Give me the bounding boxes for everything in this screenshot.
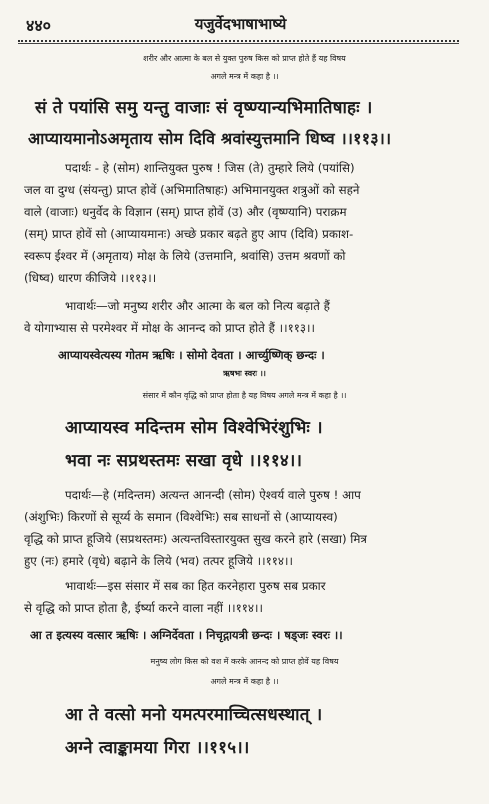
- padartha-line: पदार्थः—हे (मदिन्तम) अत्यन्त आनन्दी (सोम) ऐश्वर्य वाले पुरुष ! आप: [65, 488, 361, 502]
- running-title: यजुर्वेदभाषाभाष्ये: [194, 15, 287, 33]
- intro-line: अगले मन्त्र में कहा है ।।: [210, 677, 279, 686]
- padartha-line: हुए (नः) हमारे (वृधे) बढ़ाने के लिये (भव) तत्पर हूजिये ।।११४।।: [24, 554, 293, 568]
- page-header: [26, 14, 455, 36]
- mantra-metadata: आ त इत्यस्य वत्सार ऋषिः । अग्निर्देवता । निचृद्गायत्री छन्दः । षड्जः स्वरः ।।: [30, 628, 343, 642]
- mantra-metadata: आप्यायस्वेत्यस्य गोतम ऋषिः । सोमो देवता । आर्च्युष्णिक् छन्दः ।: [58, 348, 325, 362]
- page-number: ४४०: [26, 16, 51, 35]
- bhavartha-line: भावार्थः—इस संसार में सब का हित करनेहारा पुरुष सब प्रकार: [65, 579, 326, 593]
- padartha-line: (अंशुभिः) किरणों से सूर्य्य के समान (विश्वेभिः) सब साधनों से (आप्यायस्व): [24, 510, 338, 524]
- padartha-line: (धिष्व) धारण कीजिये ।।११३।।: [24, 271, 157, 285]
- mantra-line: अग्ने त्वाङ्कामया गिरा ।।११५।।: [65, 738, 250, 758]
- bhavartha-line: वे योगाभ्यास से परमेश्वर में मोक्ष के आनन्द को प्राप्त होते हैं ।।११३।।: [24, 321, 315, 335]
- bhavartha-line: भावार्थः—जो मनुष्य शरीर और आत्मा के बल को नित्य बढ़ाते हैं: [65, 299, 330, 313]
- intro-line: मनुष्य लोग किस को वश में करके आनन्द को प्राप्त होवें यह विषय: [150, 657, 339, 666]
- intro-line: संसार में कौन वृद्धि को प्राप्त होता है यह विषय अगले मन्त्र में कहा है ।।: [142, 391, 347, 400]
- mantra-line: आ ते वत्सो मनो यमत्परमाच्चित्सधस्थात् ।: [65, 705, 323, 725]
- mantra-line: आप्यायस्व मदिन्तम सोम विश्वेभिरंशुभिः ।: [65, 418, 323, 438]
- mantra-line: भवा नः सप्रथस्तमः सखा वृधे ।।११४।।: [65, 451, 303, 471]
- header-rule-dotted: [18, 40, 459, 42]
- padartha-line: वृद्धि को प्राप्त हूजिये (सप्रथस्तमः) अत्यन्तविस्तारयुक्त सुख करने हारे (सखा) मित्र: [24, 532, 367, 546]
- mantra-line: सं ते पयांसि समु यन्तु वाजाः सं वृष्ण्यान्यभिमातिषाहः ।: [35, 98, 373, 118]
- header-rule: [18, 43, 459, 44]
- padartha-line: वाले (वाजाः) धनुर्वेद के विज्ञान (सम्) प्राप्त होवें (उ) और (वृष्ण्यानि) पराक्रम: [24, 205, 347, 219]
- padartha-line: जल वा दुग्ध (संयन्तु) प्राप्त होवें (अभिमातिषाहः) अभिमानयुक्त शत्रुओं को सहने: [24, 183, 360, 197]
- mantra-line: आप्यायमानोऽअमृताय सोम दिवि श्रवांस्युत्तमानि धिष्व ।।११३।।: [28, 129, 392, 148]
- intro-line: शरीर और आत्मा के बल से युक्त पुरुष किस को प्राप्त होते हैं यह विषय: [143, 54, 346, 63]
- intro-line: अगले मन्त्र में कहा है ।।: [210, 72, 279, 81]
- padartha-line: (सम्) प्राप्त होवें सो (आप्यायमानः) अच्छे प्रकार बढ़ते हुए आप (दिवि) प्रकाश-: [24, 227, 354, 241]
- bhavartha-line: से वृद्धि को प्राप्त होता है, ईर्ष्या करने वाला नहीं ।।११४।।: [24, 601, 264, 615]
- padartha-line: स्वरूप ईश्वर में (अमृताय) मोक्ष के लिये (उत्तमानि, श्रवांसि) उत्तम श्रवणों को: [24, 249, 346, 263]
- padartha-line: पदार्थः - हे (सोम) शान्तियुक्त पुरुष ! जिस (ते) तुम्हारे लिये (पयांसि): [65, 161, 355, 175]
- mantra-metadata: ऋषभः स्वरः ।।: [223, 369, 266, 378]
